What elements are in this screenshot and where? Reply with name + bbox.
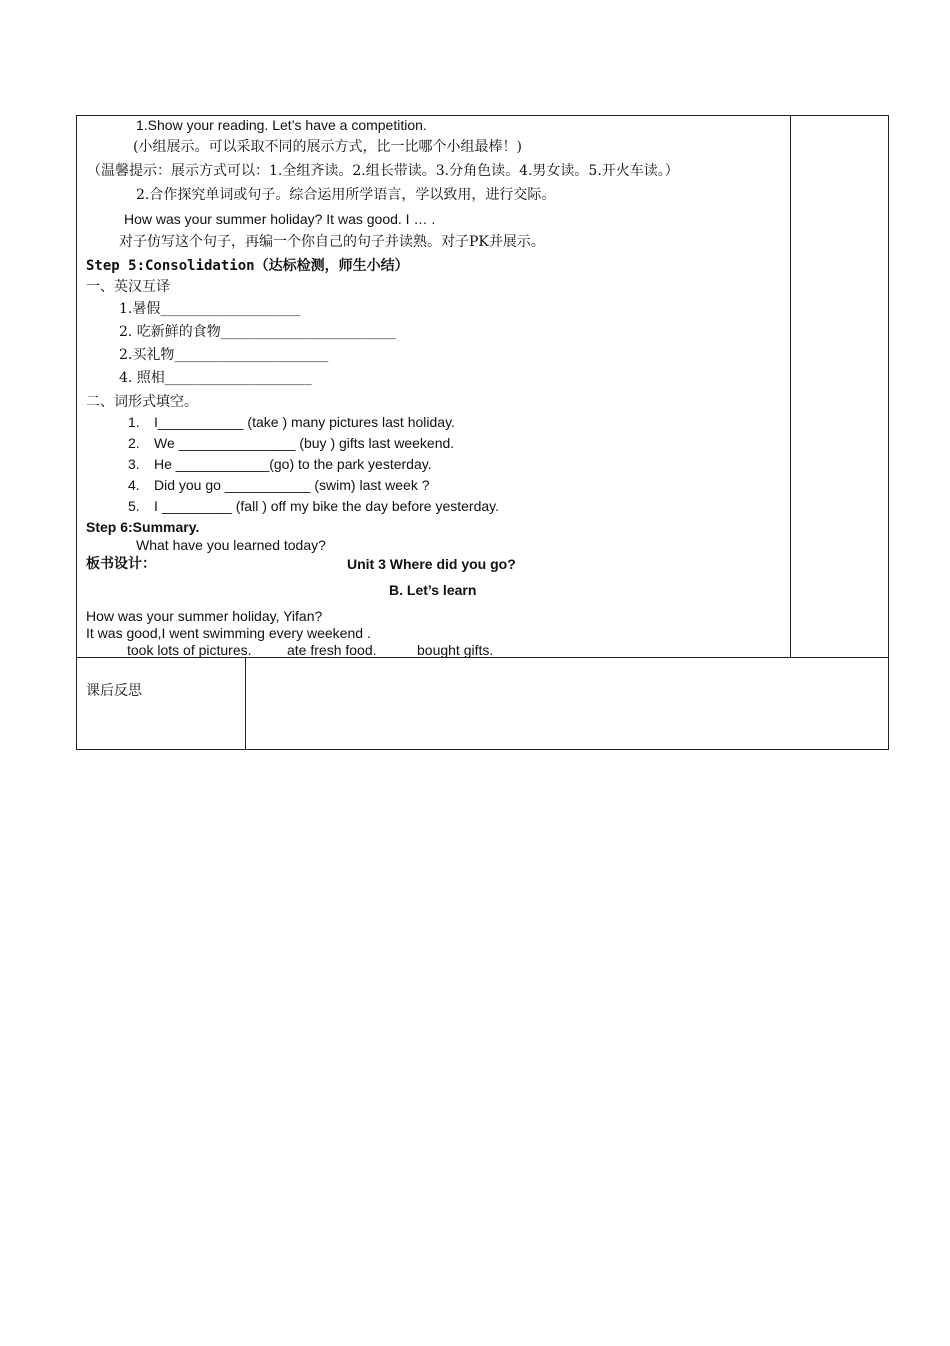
part2-heading: 二、词形式填空。 [86, 394, 198, 410]
tips-line: （温馨提示：展示方式可以：1.全组齐读。2.组长带读。3.分角色读。4.男女读。5.开火车读。） [87, 163, 679, 179]
summary-question: What have you learned today? [136, 537, 326, 553]
fill-item-1: 1. I___________ (take ) many pictures last holiday. [128, 414, 455, 430]
cooperate-line: 2.合作探究单词或句子。综合运用所学语言，学以致用，进行交际。 [136, 187, 556, 203]
reading-line: 1.Show your reading. Let’s have a competition. [136, 117, 427, 133]
fill-item-5: 5. I _________ (fall ) off my bike the day before yesterday. [128, 498, 500, 514]
lesson-table [76, 115, 889, 750]
side-cell [791, 116, 889, 658]
board-title: Unit 3 Where did you go? [347, 556, 516, 572]
board-design-label: 板书设计： [86, 556, 156, 572]
reflection-row [77, 658, 889, 750]
lesson-plan-page [76, 115, 888, 750]
translate-item-2: 2. 吃新鲜的食物_________________________ [119, 324, 396, 340]
fill-item-3: 3. He ____________(go) to the park yesterday. [128, 456, 432, 472]
board-phrase-3: bought gifts. [417, 642, 494, 658]
part1-heading: 一、英汉互译 [86, 279, 170, 295]
reflection-label: 课后反思 [77, 658, 246, 750]
translate-item-4: 4. 照相_____________________ [119, 370, 312, 386]
step5-heading: Step 5:Consolidation（达标检测，师生小结） [86, 258, 409, 274]
board-line-2: It was good,I went swimming every weekend . [86, 625, 371, 641]
fill-item-2: 2. We _______________ (buy ) gifts last weekend. [128, 435, 455, 451]
group-show-line: (小组展示。可以采取不同的展示方式，比一比哪个小组最棒！) [133, 139, 522, 155]
board-phrase-2: ate fresh food. [287, 642, 377, 658]
content-cell [77, 116, 791, 658]
pair-line: 对子仿写这个句子，再编一个你自己的句子并读熟。对子PK并展示。 [119, 234, 545, 250]
board-phrase-1: took lots of pictures. [127, 642, 252, 658]
board-subtitle: B. Let’s learn [389, 582, 477, 598]
content-row [77, 116, 889, 658]
reflection-input-area[interactable] [246, 658, 889, 750]
fill-item-4: 4. Did you go ___________ (swim) last week ? [128, 477, 430, 493]
step6-heading: Step 6:Summary. [86, 519, 200, 535]
sentence-line: How was your summer holiday? It was good. I … . [124, 211, 436, 227]
translate-item-3: 2.买礼物______________________ [119, 347, 329, 363]
board-line-1: How was your summer holiday, Yifan? [86, 608, 323, 624]
translate-item-1: 1.暑假____________________ [119, 301, 301, 317]
